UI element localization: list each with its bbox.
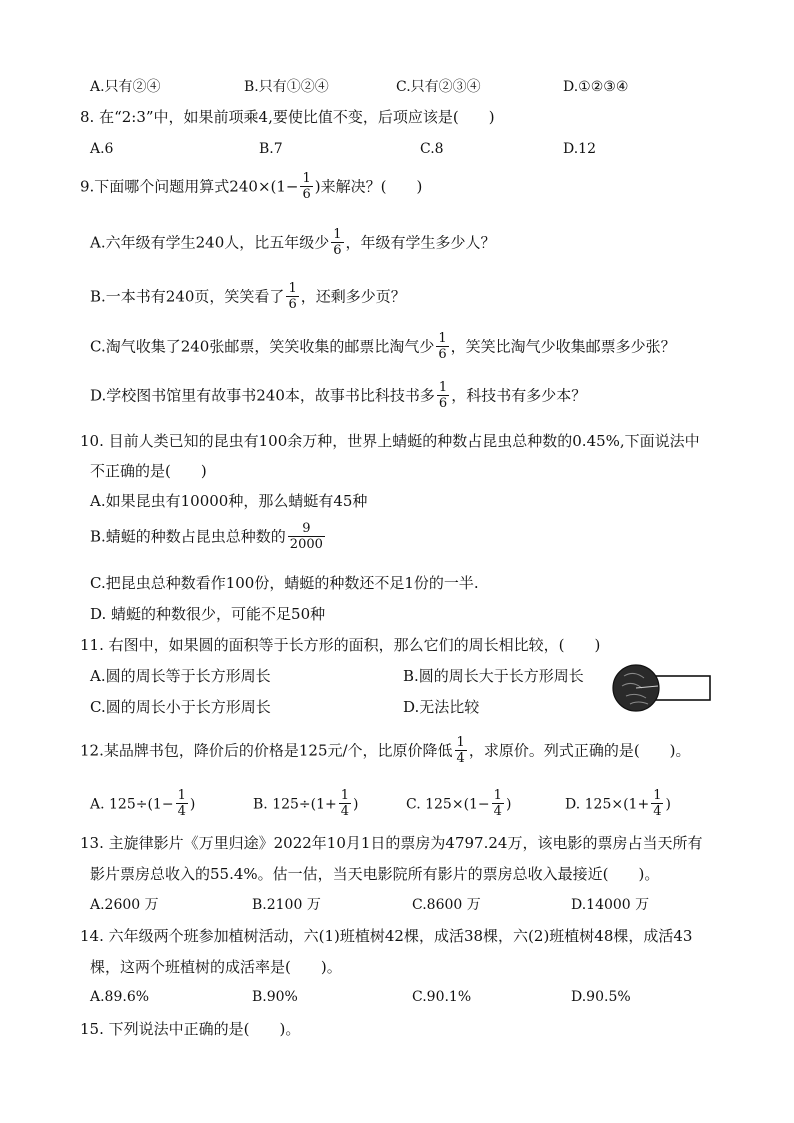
- q13-option-a: A.2600 万: [90, 897, 159, 913]
- q12-option-d: D. 125×(1+ $\frac{1}{4}$ ): [565, 788, 671, 819]
- q13-option-c: C.8600 万: [412, 897, 481, 913]
- q14-option-a: A.89.6%: [90, 989, 150, 1005]
- q9-stem: 9.下面哪个问题用算式240×(1− $\frac{1}{6}$ )来解决？( ): [80, 171, 423, 202]
- q12-option-b: B. 125÷(1+ $\frac{1}{4}$ ): [253, 788, 359, 819]
- q10-option-b: B.蜻蜓的种数占昆虫总种数的 $\frac{9}{2000}$: [90, 521, 323, 552]
- q9-option-a: A.六年级有学生240人，比五年级少 $\frac{1}{6}$ ，年级有学生多少人？: [90, 227, 496, 258]
- q8-option-a: A.6: [90, 141, 114, 157]
- q12-option-c: C. 125×(1− $\frac{1}{4}$ ): [406, 788, 512, 819]
- fraction: $\frac{1}{4}$: [653, 788, 662, 819]
- q9-option-d: D.学校图书馆里有故事书240本，故事书比科技书多 $\frac{1}{6}$ ，科技书有多少本？: [90, 380, 587, 411]
- q7-option-a: A.只有②④: [90, 79, 161, 95]
- fraction: $\frac{1}{6}$: [288, 281, 297, 312]
- q10-stem-line2: 不正确的是( ): [90, 462, 207, 480]
- fraction: $\frac{1}{6}$: [333, 227, 342, 258]
- q14-stem-line2: 棵，这两个班植树的成活率是( )。: [90, 958, 342, 976]
- fraction: $\frac{1}{4}$: [177, 788, 186, 819]
- fraction: $\frac{1}{4}$: [493, 788, 502, 819]
- q7-option-d: D.①②③④: [563, 79, 629, 95]
- q13-option-d: D.14000 万: [571, 897, 650, 913]
- q12-option-a: A. 125÷(1− $\frac{1}{4}$ ): [90, 788, 196, 819]
- q11-option-a: A.圆的周长等于长方形周长: [90, 667, 271, 685]
- q9-option-b: B.一本书有240页，笑笑看了 $\frac{1}{6}$ ，还剩多少页？: [90, 281, 406, 312]
- q7-option-c: C.只有②③④: [396, 79, 481, 95]
- circle-rectangle-figure: [612, 664, 712, 716]
- q8-option-c: C.8: [420, 141, 444, 157]
- q8-option-d: D.12: [563, 141, 596, 157]
- q13-stem-line2: 影片票房总收入的55.4%。估一估，当天电影院所有影片的票房总收入最接近( )。: [90, 865, 660, 883]
- q10-option-d: D. 蜻蜓的种数很少，可能不足50种: [90, 605, 326, 623]
- q15-stem: 15. 下列说法中正确的是( )。: [80, 1020, 301, 1038]
- q11-option-d: D.无法比较: [403, 698, 480, 716]
- q9-option-c: C.淘气收集了240张邮票，笑笑收集的邮票比淘气少 $\frac{1}{6}$ ，笑笑比淘气少收集邮票多少张？: [90, 331, 676, 362]
- q8-stem: 8. 在“2:3”中，如果前项乘4,要使比值不变，后项应该是( ): [80, 108, 495, 126]
- fraction: $\frac{1}{4}$: [340, 788, 350, 819]
- q14-option-b: B.90%: [252, 989, 298, 1005]
- q8-option-b: B.7: [259, 141, 283, 157]
- q14-option-d: D.90.5%: [571, 989, 631, 1005]
- q14-option-c: C.90.1%: [412, 989, 472, 1005]
- q11-option-c: C.圆的周长小于长方形周长: [90, 698, 271, 716]
- q14-stem-line1: 14. 六年级两个班参加植树活动，六(1)班植树42棵，成活38棵，六(2)班植树48棵，成活43: [80, 927, 693, 945]
- q11-option-b: B.圆的周长大于长方形周长: [403, 667, 584, 685]
- fraction: $\frac{1}{6}$: [438, 380, 448, 411]
- fraction: $\frac{9}{2000}$: [289, 521, 323, 552]
- q12-stem: 12.某品牌书包，降价后的价格是125元/个，比原价降低 $\frac{1}{4}$ ，求原价。列式正确的是( )。: [80, 735, 691, 766]
- fraction: $\frac{1}{6}$: [438, 331, 447, 362]
- q7-option-b: B.只有①②④: [244, 79, 329, 95]
- q10-option-c: C.把昆虫总种数看作100份，蜻蜓的种数还不足1份的一半.: [90, 574, 479, 592]
- q11-stem: 11. 右图中，如果圆的面积等于长方形的面积，那么它们的周长相比较，( ): [80, 636, 601, 654]
- q13-option-b: B.2100 万: [252, 897, 321, 913]
- q10-option-a: A.如果昆虫有10000种，那么蜻蜓有45种: [90, 492, 368, 510]
- q13-stem-line1: 13. 主旋律影片《万里归途》2022年10月1日的票房为4797.24万，该电影的票房占当天所有: [80, 834, 703, 852]
- q10-stem-line1: 10. 目前人类已知的昆虫有100余万种，世界上蜻蜓的种数占昆虫总种数的0.45%,下面说法中: [80, 432, 700, 450]
- fraction: $\frac{1}{6}$: [302, 171, 311, 202]
- fraction: $\frac{1}{4}$: [456, 735, 465, 766]
